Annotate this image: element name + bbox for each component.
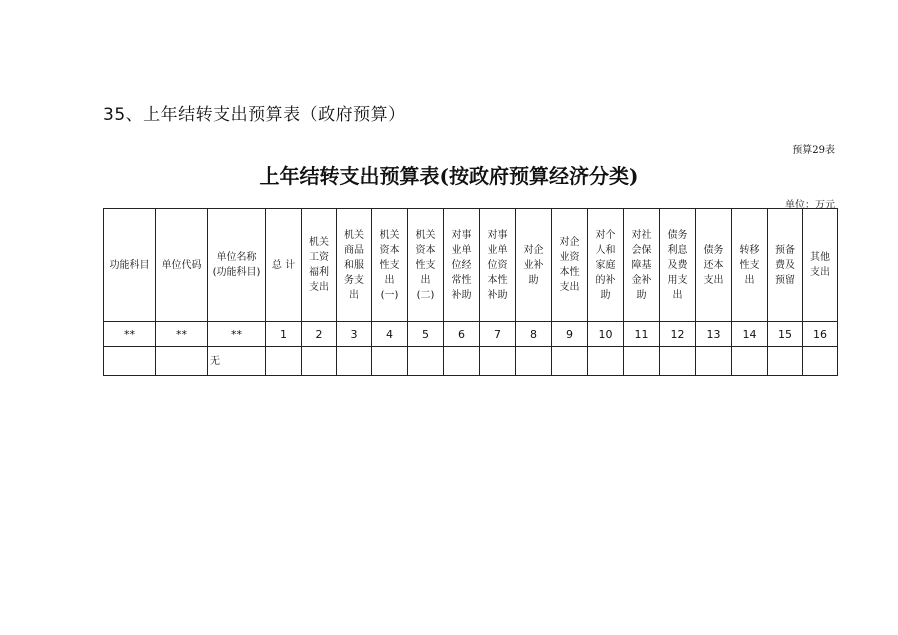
header-cell: 对事业单位资本性补助 (480, 209, 516, 322)
number-cell: 9 (552, 322, 588, 347)
number-cell: 4 (372, 322, 408, 347)
header-cell: 债务还本支出 (696, 209, 732, 322)
number-cell: 16 (803, 322, 838, 347)
header-cell: 对企业资本性支出 (552, 209, 588, 322)
section-heading: 35、上年结转支出预算表（政府预算） (103, 105, 406, 125)
number-cell: 6 (444, 322, 480, 347)
table-title: 上年结转支出预算表(按政府预算经济分类) (259, 164, 639, 188)
data-cell (588, 347, 624, 376)
data-cell (660, 347, 696, 376)
data-cell (480, 347, 516, 376)
number-cell: 13 (696, 322, 732, 347)
data-cell (732, 347, 768, 376)
data-cell (302, 347, 337, 376)
header-cell: 债务利息及费用支出 (660, 209, 696, 322)
data-cell (768, 347, 803, 376)
header-cell: 机关商品和服务支出 (337, 209, 372, 322)
table-number: 预算29表 (792, 145, 835, 156)
header-cell: 对企业补助 (516, 209, 552, 322)
data-cell (552, 347, 588, 376)
number-cell: 8 (516, 322, 552, 347)
number-cell: 10 (588, 322, 624, 347)
header-cell: 对事业单位经常性补助 (444, 209, 480, 322)
data-cell (624, 347, 660, 376)
number-cell: 15 (768, 322, 803, 347)
header-cell: 总 计 (266, 209, 302, 322)
number-cell: 11 (624, 322, 660, 347)
data-cell (408, 347, 444, 376)
header-cell: 功能科目 (104, 209, 156, 322)
budget-table (103, 208, 838, 376)
number-cell: ** (104, 322, 156, 347)
number-cell: 5 (408, 322, 444, 347)
data-cell (266, 347, 302, 376)
data-cell (696, 347, 732, 376)
data-cell (104, 347, 156, 376)
number-cell: 2 (302, 322, 337, 347)
header-cell: 转移性支出 (732, 209, 768, 322)
number-cell: 12 (660, 322, 696, 347)
data-cell: 无 (208, 347, 266, 376)
number-cell: ** (208, 322, 266, 347)
header-row (104, 209, 838, 322)
header-cell: 单位名称(功能科目) (208, 209, 266, 322)
header-cell: 机关资本性支出(一) (372, 209, 408, 322)
unit-label: 单位：万元 (785, 200, 835, 211)
header-cell: 预备费及预留 (768, 209, 803, 322)
header-cell: 单位代码 (156, 209, 208, 322)
number-cell: 14 (732, 322, 768, 347)
header-cell: 其他支出 (803, 209, 838, 322)
number-cell: ** (156, 322, 208, 347)
data-cell (516, 347, 552, 376)
number-cell: 1 (266, 322, 302, 347)
data-cell (156, 347, 208, 376)
data-cell (803, 347, 838, 376)
data-row (104, 347, 838, 376)
header-cell: 机关工资福利支出 (302, 209, 337, 322)
number-cell: 3 (337, 322, 372, 347)
data-cell (337, 347, 372, 376)
header-cell: 对个人和家庭的补助 (588, 209, 624, 322)
data-cell (444, 347, 480, 376)
header-cell: 机关资本性支出(二) (408, 209, 444, 322)
number-row (104, 322, 838, 347)
header-cell: 对社会保障基金补助 (624, 209, 660, 322)
number-cell: 7 (480, 322, 516, 347)
data-cell (372, 347, 408, 376)
